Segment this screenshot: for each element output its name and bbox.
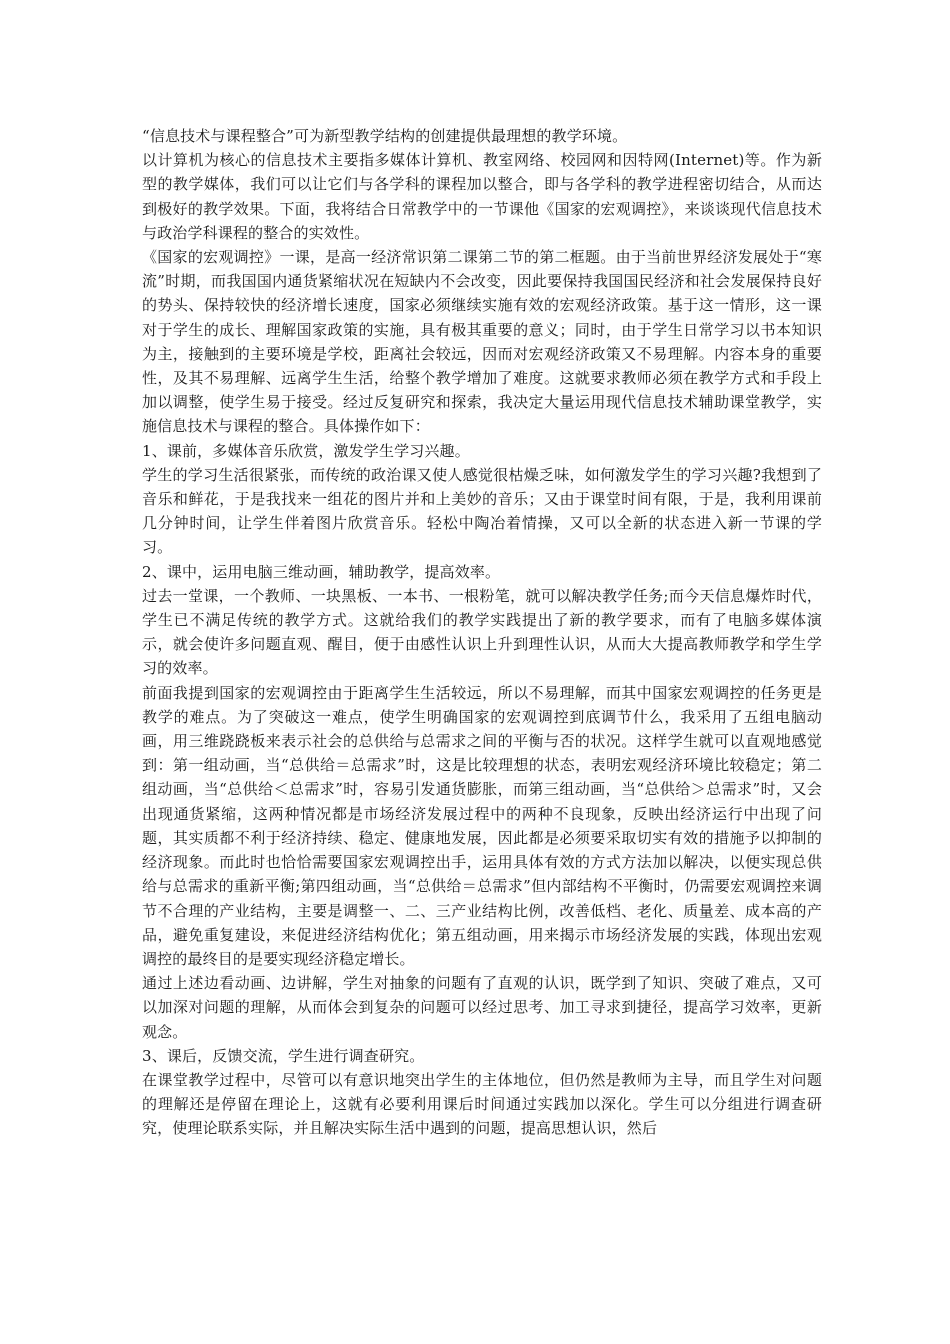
paragraph-in-class-intro: 过去一堂课，一个教师、一块黑板、一本书、一根粉笔，就可以解决教学任务;而今天信息爆炸时代，学生已不满足传统的教学方式。这就给我们的教学实践提出了新的教学要求，而有了电脑多媒体演示，就会使许多问题直观、醒目，便于由感性认识上升到理性认识，从而大大提高教师教学和学生学习的效率。 [142,586,822,678]
document-body [142,124,822,1141]
paragraph-it-definition: 以计算机为核心的信息技术主要指多媒体计算机、教室网络、校园网和因特网(Internet)等。作为新型的教学媒体，我们可以让它们与各学科的课程加以整合，即与各学科的教学进程密切结合，从而达到极好的教学效果。下面，我将结合日常教学中的一节课他《国家的宏观调控》，来谈谈现代信息技术与政治学科课程的整合的实效性。 [142,151,822,242]
section-heading-in-class: 2、课中，运用电脑三维动画，辅助教学，提高效率。 [142,562,501,581]
paragraph-animation-groups: 前面我提到国家的宏观调控由于距离学生生活较远，所以不易理解，而其中国家宏观调控的任务更是教学的难点。为了突破这一难点，使学生明确国家的宏观调控到底调节什么，我采用了五组电脑动画，用三维跷跷板来表示社会的总供给与总需求之间的平衡与否的状况。这样学生就可以直观地感觉到：第一组动画，当“总供给＝总需求”时，这是比较理想的状态，表明宏观经济环境比较稳定；第二组动画，当“总供给＜总需求”时，容易引发通货膨胀，而第三组动画，当“总供给＞总需求”时，又会出现通货紧缩，这两种情况都是市场经济发展过程中的两种不良现象，反映出经济运行中出现了问题，其实质都不利于经济持续、稳定、健康地发展，因此都是必须要采取切实有效的措施予以抑制的经济现象。而此时也恰恰需要国家宏观调控出手，运用具体有效的方式方法加以解决，以便实现总供给与总需求的重新平衡;第四组动画，当“总供给＝总需求”但内部结构不平衡时，仍需要宏观调控来调节不合理的产业结构，主要是调整一、二、三产业结构比例，改善低档、老化、质量差、成本高的产品，避免重复建设，来促进经济结构优化；第五组动画，用来揭示市场经济发展的实践，体现出宏观调控的最终目的是要实现经济稳定增长。 [142,683,822,968]
paragraph-animation-summary: 通过上述边看动画、边讲解，学生对抽象的问题有了直观的认识，既学到了知识、突破了难点，又可以加深对问题的理解，从而体会到复杂的问题可以经过思考、加工寻求到捷径，提高学习效率，更新观念。 [142,974,822,1041]
paragraph-after-class: 在课堂教学过程中，尽管可以有意识地突出学生的主体地位，但仍然是教师为主导，而且学生对问题的理解还是停留在理论上，这就有必要利用课后时间通过实践加以深化。学生可以分组进行调查研究，使理论联系实际，并且解决实际生活中遇到的问题，提高思想认识，然后 [142,1070,822,1138]
paragraph-intro: “信息技术与课程整合”可为新型教学结构的创建提供最理想的教学环境。 [142,127,628,145]
paragraph-lesson-background: 《国家的宏观调控》一课，是高一经济常识第二课第二节的第二框题。由于当前世界经济发展处于“寒流”时期，而我国国内通货紧缩状况在短缺内不会改变，因此要保持我国国民经济和社会发展保持良好的势头、保持较快的经济增长速度，国家必须继续实施有效的宏观经济政策。基于这一情形，这一课对于学生的成长、理解国家政策的实施，具有极其重要的意义；同时，由于学生日常学习以书本知识为主，接触到的主要环境是学校，距离社会较远，因而对宏观经济政策又不易理解。内容本身的重要性，及其不易理解、远离学生生活，给整个教学增加了难度。这就要求教师必须在教学方式和手段上加以调整，使学生易于接受。经过反复研究和探索，我决定大量运用现代信息技术辅助课堂教学，实施信息技术与课程的整合。具体操作如下： [142,248,822,436]
section-heading-after-class: 3、课后，反馈交流，学生进行调查研究。 [142,1046,425,1065]
section-heading-before-class: 1、课前，多媒体音乐欣赏，激发学生学习兴趣。 [142,441,470,460]
paragraph-before-class: 学生的学习生活很紧张，而传统的政治课又使人感觉很枯燥乏味，如何激发学生的学习兴趣?我想到了音乐和鲜花，于是我找来一组花的图片并和上美妙的音乐；又由于课堂时间有限，于是，我利用课前几分钟时间，让学生伴着图片欣赏音乐。轻松中陶冶着情操，又可以全新的状态进入新一节课的学习。 [142,465,822,557]
